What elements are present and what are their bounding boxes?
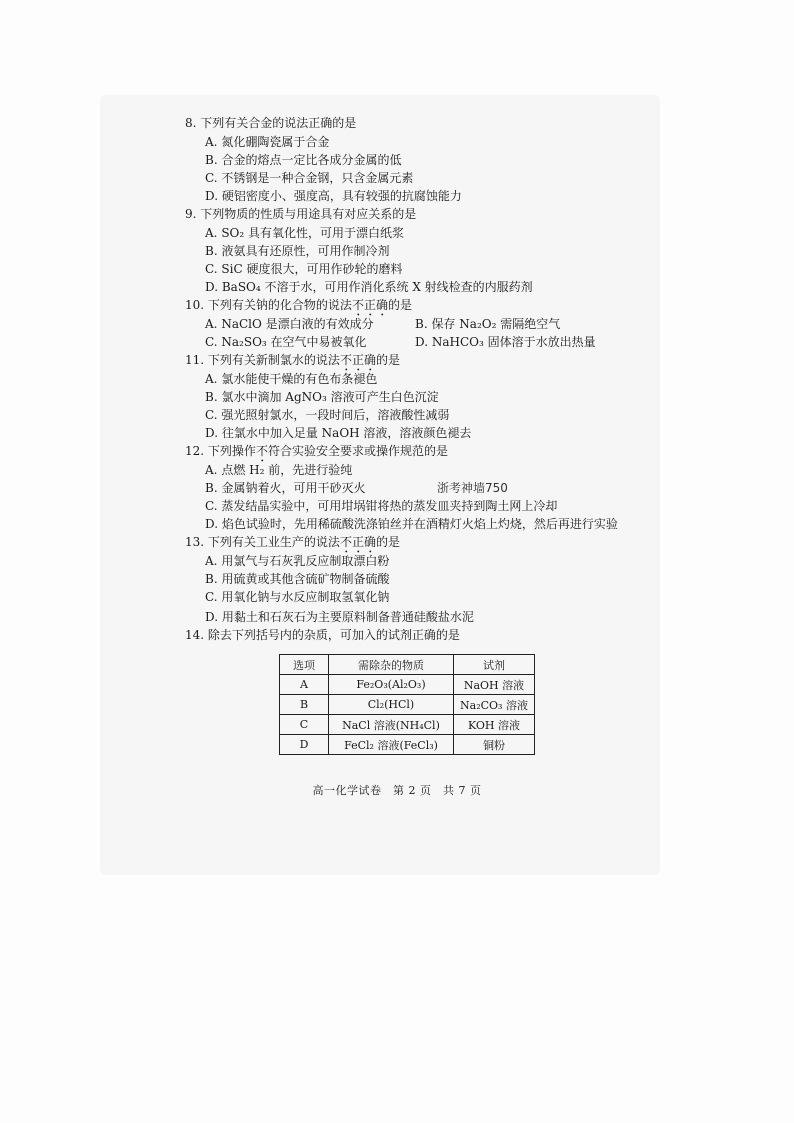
question-11 <box>185 351 655 442</box>
watermark-text: 浙考神墙750 <box>437 481 508 495</box>
question-stem: 14. 除去下列括号内的杂质，可加入的试剂正确的是 <box>185 628 460 642</box>
option-c: C. 用氧化钠与水反应制取氢氧化钠 <box>205 590 390 604</box>
option-b: B. 合金的熔点一定比各成分金属的低 <box>205 153 402 167</box>
reagent-table <box>279 654 535 755</box>
question-stem: 11. 下列有关新制氯水的说法不正确的是 <box>185 353 400 367</box>
table-cell: C <box>280 715 329 735</box>
table-cell: KOH 溶液 <box>454 715 535 735</box>
option-row <box>185 333 655 351</box>
question-stem: 8. 下列有关合金的说法正确的是 <box>185 116 357 130</box>
question-14 <box>185 626 655 645</box>
option-a: A. NaClO 是漂白液的有效成分 <box>205 317 374 331</box>
option-b: B. 用硫黄或其他含硫矿物制备硫酸 <box>205 572 390 586</box>
question-12 <box>185 442 655 533</box>
question-stem: 13. 下列有关工业生产的说法不正确的是 <box>185 535 400 549</box>
table-cell: FeCl₂ 溶液(FeCl₃) <box>329 735 454 755</box>
option-b: B. 氯水中滴加 AgNO₃ 溶液可产生白色沉淀 <box>205 390 439 404</box>
option-d: D. 焰色试验时，先用稀硫酸洗涤铂丝并在酒精灯火焰上灼烧，然后再进行实验 <box>205 517 618 531</box>
header-cell: 试剂 <box>454 655 535 675</box>
table-cell: 铜粉 <box>454 735 535 755</box>
table-row <box>280 695 535 715</box>
header-cell: 选项 <box>280 655 329 675</box>
question-stem: 10. 下列有关钠的化合物的说法不正确的是 <box>185 298 412 312</box>
question-10 <box>185 296 655 351</box>
option-d: D. NaHCO₃ 固体溶于水放出热量 <box>415 335 596 349</box>
option-c: C. 不锈钢是一种合金钢，只含金属元素 <box>205 171 414 185</box>
option-d: D. 硬铝密度小、强度高，具有较强的抗腐蚀能力 <box>205 189 462 203</box>
question-stem: 9. 下列物质的性质与用途具有对应关系的是 <box>185 207 417 221</box>
option-d: D. BaSO₄ 不溶于水，可用作消化系统 X 射线检查的内服药剂 <box>205 280 533 294</box>
table-cell: NaCl 溶液(NH₄Cl) <box>329 715 454 735</box>
table-cell: Na₂CO₃ 溶液 <box>454 695 535 715</box>
option-c: C. 蒸发结晶实验中，可用坩埚钳将热的蒸发皿夹持到陶土网上冷却 <box>205 499 558 513</box>
option-b: B. 金属钠着火，可用干砂灭火 <box>205 481 366 495</box>
question-13 <box>185 533 655 626</box>
option-c: C. SiC 硬度很大，可用作砂轮的磨料 <box>205 262 403 276</box>
option-a: A. 用氯气与石灰乳反应制取漂白粉 <box>205 554 390 568</box>
option-c: C. 强光照射氯水，一段时间后，溶液酸性减弱 <box>205 408 450 422</box>
table-row <box>280 675 535 695</box>
question-stem: 12. 下列操作不符合实验安全要求或操作规范的是 <box>185 444 448 458</box>
option-d: D. 往氯水中加入足量 NaOH 溶液，溶液颜色褪去 <box>205 426 472 440</box>
option-a: A. SO₂ 具有氧化性，可用于漂白纸浆 <box>205 226 404 240</box>
table-cell: Fe₂O₃(Al₂O₃) <box>329 675 454 695</box>
option-c: C. Na₂SO₃ 在空气中易被氧化 <box>205 335 367 349</box>
table-cell: B <box>280 695 329 715</box>
question-list <box>185 114 655 645</box>
question-9 <box>185 205 655 296</box>
option-b: B. 液氨具有还原性，可用作制冷剂 <box>205 244 390 258</box>
option-b: B. 保存 Na₂O₂ 需隔绝空气 <box>415 317 561 331</box>
table-cell: Cl₂(HCl) <box>329 695 454 715</box>
table-header-row <box>280 655 535 675</box>
option-row <box>185 315 655 333</box>
table-row <box>280 735 535 755</box>
table-cell: NaOH 溶液 <box>454 675 535 695</box>
option-a: A. 点燃 H₂ 前，先进行验纯 <box>205 463 353 477</box>
option-d: D. 用黏土和石灰石为主要原料制备普通硅酸盐水泥 <box>205 610 474 624</box>
question-8 <box>185 114 655 205</box>
header-cell: 需除杂的物质 <box>329 655 454 675</box>
table-row <box>280 715 535 735</box>
table-cell: D <box>280 735 329 755</box>
page-footer: 高一化学试卷 第 2 页 共 7 页 <box>312 784 482 797</box>
option-a: A. 氯水能使干燥的有色布条褪色 <box>205 372 378 386</box>
option-a: A. 氮化硼陶瓷属于合金 <box>205 135 330 149</box>
table-cell: A <box>280 675 329 695</box>
